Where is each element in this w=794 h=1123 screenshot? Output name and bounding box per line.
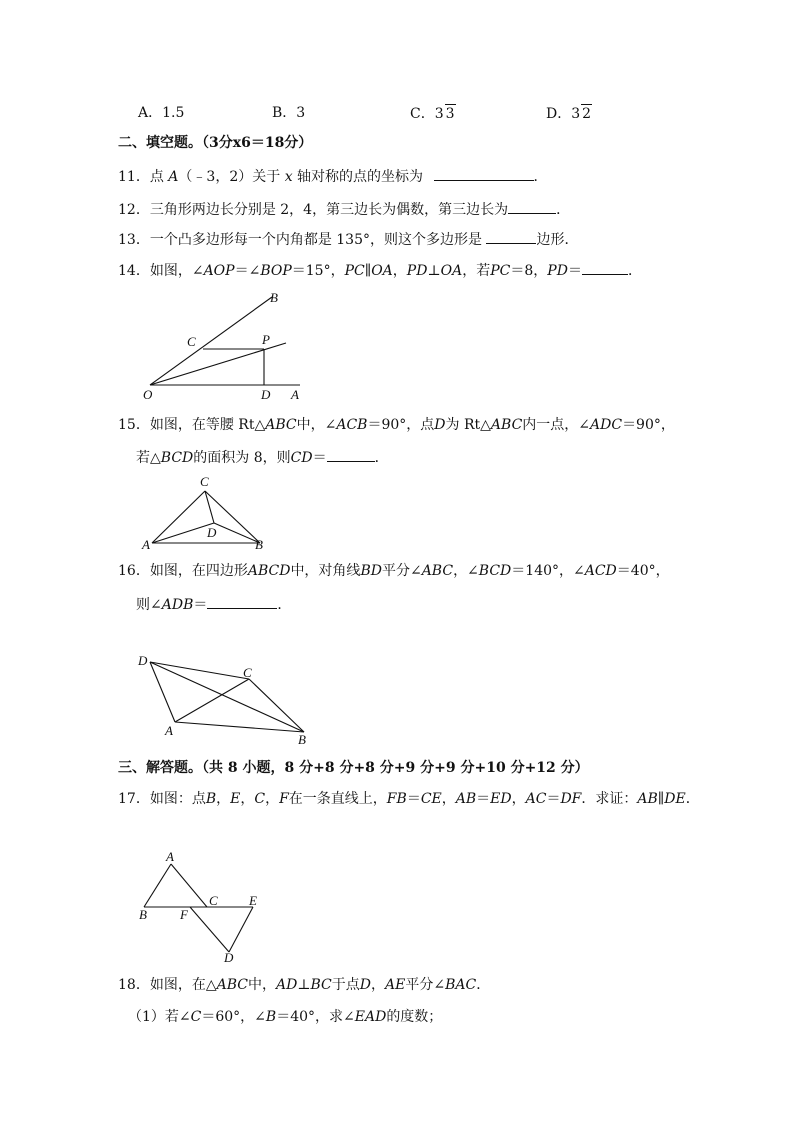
segment-ed	[229, 907, 253, 952]
label-c: C	[209, 893, 218, 908]
segment-ac	[171, 864, 207, 907]
label-e: E	[249, 893, 257, 908]
label-d: D	[207, 525, 217, 540]
label-d: D	[261, 387, 271, 402]
label-b: B	[139, 907, 147, 922]
label-o: O	[143, 387, 153, 402]
segment-ab	[144, 864, 171, 907]
question-14: 14．如图，∠AOP＝∠BOP＝15°，PC∥OA，PD⊥OA，若PC＝8，PD＝ ．	[118, 260, 642, 280]
label-a: A	[142, 537, 150, 552]
sqrt-radicand: 3	[445, 106, 455, 122]
question-15: 15．如图，在等腰 Rt△ABC中，∠ACB＝90°，点D为 Rt△ABC内一点，∠ADC＝90°，	[118, 417, 675, 433]
option-b: B．3	[272, 105, 306, 121]
question-12: 12．三角形两边长分别是 2，4，第三边长为偶数，第三边长为 ．	[118, 199, 570, 219]
label-a: A	[166, 849, 174, 864]
label-d: D	[138, 653, 148, 668]
label-c: C	[187, 334, 196, 349]
option-d: D．3 2	[546, 106, 592, 122]
segment-fd	[190, 907, 229, 952]
question-18-part-1: （1）若∠C＝60°，∠B＝40°，求∠EAD的度数；	[128, 1009, 443, 1025]
question-15-cont: 若△BCD的面积为 8，则CD＝ ．	[136, 447, 389, 467]
section-2-heading: 二、填空题。（3分x6＝18分）	[118, 135, 313, 151]
question-18: 18．如图，在△ABC中，AD⊥BC于点D，AE平分∠BAC．	[118, 977, 491, 993]
label-f: F	[180, 907, 188, 922]
label-c: C	[243, 665, 252, 680]
sqrt-radicand: 2	[582, 106, 592, 122]
label-d: D	[224, 950, 234, 965]
question-17: 17．如图：点B，E，C，F在一条直线上，FB＝CE，AB＝ED，AC＝DF．求证：AB∥DE．	[118, 791, 700, 807]
question-16-cont: 则∠ADB＝ ．	[136, 594, 291, 614]
label-a: A	[165, 723, 173, 738]
question-11: 11．点 A（﹣3，2）关于 x 轴对称的点的坐标为 ．	[118, 166, 548, 186]
label-c: C	[200, 474, 209, 489]
label-p: P	[262, 332, 270, 347]
label-a: A	[291, 387, 299, 402]
section-3-heading: 三、解答题。（共 8 小题，8 分+8 分+8 分+9 分+9 分+10 分+12 分）	[118, 760, 589, 776]
question-16: 16．如图，在四边形ABCD中，对角线BD平分∠ABC，∠BCD＝140°，∠ACD＝40°，	[118, 563, 670, 579]
option-a: A．1.5	[138, 105, 185, 121]
option-c: C．3 3	[410, 106, 455, 122]
label-b: B	[255, 537, 263, 552]
label-b: B	[270, 290, 278, 305]
question-13: 13．一个凸多边形每一个内角都是 135°，则这个多边形是 边形．	[118, 229, 578, 249]
label-b: B	[298, 732, 306, 747]
